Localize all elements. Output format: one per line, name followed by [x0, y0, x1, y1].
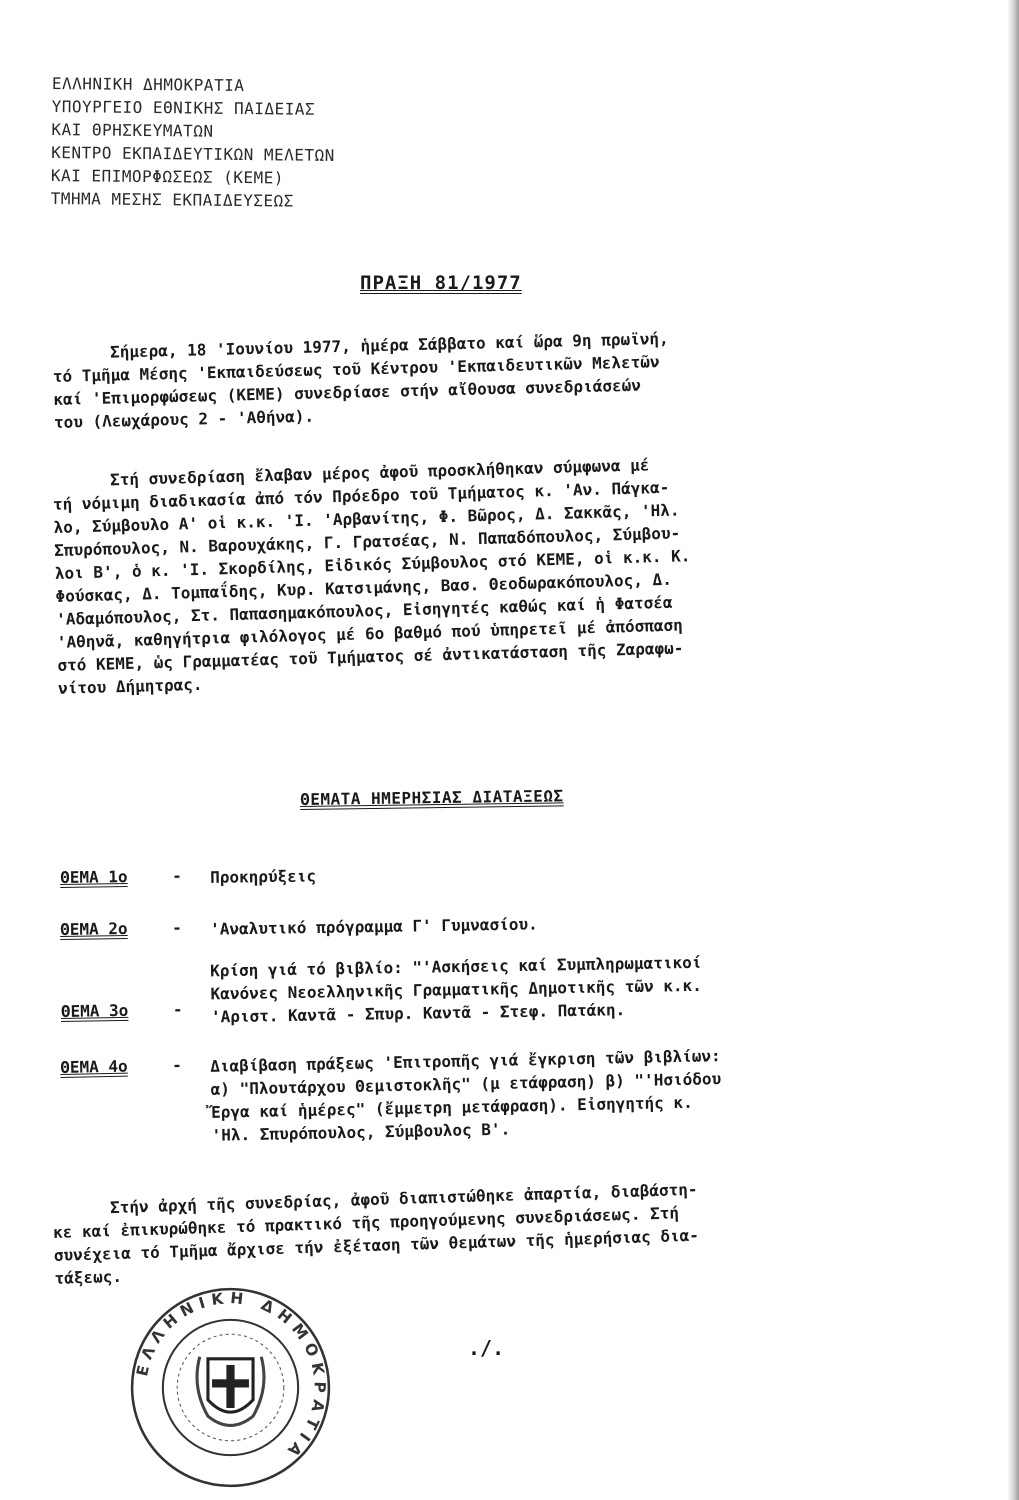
- attendees-paragraph: Στή συνεδρίαση ἔλαβαν μέρος ἀφοῦ προσκλήθηκαν σύμφωνα μέ τή νόμιμη διαδικασία ἀπό τόν Πρόεδρο τοῦ Τμήματος κ. 'Αν. Πάγκα- λο, Σύμβουλο Α' οἱ κ.κ. 'Ι. 'Αρβανίτης, Φ. Βῶρος, Δ. Σακκᾶς, 'Ηλ. Σπυρόπουλος, Ν. Βαρουχάκης, Γ. Γρατσέας, Ν. Παπαδόπουλος, Σύμβου- λοι Β', ὁ κ. 'Ι. Σκορδίλης, Εἰδικός Σύμβουλος στό ΚΕΜΕ, οἱ κ.κ. Κ. Φούσκας, Δ. Τομπαΐδης, Κυρ. Κατσιμάνης, Βασ. Θεοδωρακόπουλος, Δ. 'Αδαμόπουλος, Στ. Παπασημακόπουλος, Εἰσηγητές καθώς καί ἡ Φατσέα 'Αθηνᾶ, καθηγήτρια φιλόλογος μέ 6ο βαθμό πού ὑπηρετεῖ μέ ἀπόσπαση στό ΚΕΜΕ, ὡς Γραμματέας τοῦ Τμήματος σέ ἀντικατάσταση τῆς Ζαραφω- νίτου Δήμητρας.: [52, 455, 691, 698]
- letterhead-line: ΚΕΝΤΡΟ ΕΚΠΑΙΔΕΥΤΙΚΩΝ ΜΕΛΕΤΩΝ: [51, 142, 335, 165]
- agenda-item-text: Προκηρύξεις: [210, 866, 317, 887]
- agenda-item-dash: -: [171, 1055, 183, 1075]
- session-start-paragraph: Στήν ἀρχή τῆς συνεδρίας, ἀφοῦ διαπιστώθηκε ἀπαρτία, διαβάστη- κε καί ἐπικυρώθηκε τό πρακτικό τῆς προηγούμενης συνεδριάσεως. Στή συνέχεια τό Τμῆμα ἄρχισε τήν ἐξέταση τῶν θεμάτων τῆς ἡμερήσιας δια- τάξεως.: [52, 1179, 700, 1288]
- official-seal: [128, 1285, 333, 1490]
- continuation-mark: ./.: [468, 1336, 505, 1360]
- agenda-item: [60, 912, 538, 942]
- letterhead-line: ΕΛΛΗΝΙΚΗ ΔΗΜΟΚΡΑΤΙΑ: [51, 73, 245, 96]
- agenda-item: [60, 951, 702, 1031]
- page-edge-shadow: [1007, 0, 1019, 1500]
- agenda-item-dash: -: [171, 866, 182, 886]
- agenda-item-label: ΘΕΜΑ 1ο: [60, 867, 128, 887]
- letterhead: [51, 72, 336, 213]
- agenda-item-label: ΘΕΜΑ 2ο: [60, 918, 128, 939]
- agenda-item-text: Διαβίβαση πράξεως 'Επιτροπῆς γιά ἔγκριση τῶν βιβλίων: α) "Πλουτάρχου Θεμιστοκλῆς" (μ ετάφραση) β) "'Ησιόδου Ἔργα καί ἡμέρες" (ἔμμετρη μετάφραση). Εἰσηγητής κ. 'Ηλ. Σπυρόπουλος, Σύμβουλος Β'.: [210, 1046, 722, 1145]
- agenda-item: [60, 1044, 722, 1150]
- agenda-item-dash: -: [171, 918, 182, 938]
- coat-of-arms-icon: [197, 1357, 264, 1426]
- opening-paragraph: Σήμερα, 18 'Ιουνίου 1977, ἡμέρα Σάββατο καί ὥρα 9η πρωϊνή, τό Τμῆμα Μέσης 'Εκπαιδεύσεως τοῦ Κέντρου 'Εκπαιδευτικῶν Μελετῶν καί 'Επιμορφώσεως (ΚΕΜΕ) συνεδρίασε στήν αἴθουσα συνεδριάσεών του (Λεωχάρους 2 - 'Αθήνα).: [52, 328, 669, 432]
- agenda-item: [60, 864, 316, 891]
- letterhead-line: ΚΑΙ ΘΡΗΣΚΕΥΜΑΤΩΝ: [51, 119, 214, 141]
- agenda-heading: ΘΕΜΑΤΑ ΗΜΕΡΗΣΙΑΣ ΔΙΑΤΑΞΕΩΣ: [300, 786, 564, 809]
- agenda-item-text: Κρίση γιά τό βιβλίο: "'Ασκήσεις καί Συμπληρωματικοί Κανόνες Νεοελληνικῆς Γραμματικῆς Δημοτικῆς τῶν κ.κ. 'Αριστ. Καντᾶ - Σπυρ. Καντᾶ - Στεφ. Πατάκη.: [210, 952, 702, 1027]
- document-title: ΠΡΑΞΗ 81/1977: [360, 272, 522, 294]
- letterhead-line: ΤΜΗΜΑ ΜΕΣΗΣ ΕΚΠΑΙΔΕΥΣΕΩΣ: [50, 188, 294, 211]
- agenda-item-label: ΘΕΜΑ 3ο: [60, 1000, 129, 1021]
- agenda-item-text: 'Αναλυτικό πρόγραμμα Γ' Γυμνασίου.: [210, 914, 538, 939]
- seal-text: ΕΛΛΗΝΙΚΗ ΔΗΜΟΚΡΑΤΙΑ: [133, 1288, 329, 1464]
- agenda-item-dash: -: [172, 999, 183, 1020]
- letterhead-line: ΥΠΟΥΡΓΕΙΟ ΕΘΝΙΚΗΣ ΠΑΙΔΕΙΑΣ: [51, 96, 316, 119]
- letterhead-line: ΚΑΙ ΕΠΙΜΟΡΦΩΣΕΩΣ (ΚΕΜΕ): [50, 165, 285, 188]
- agenda-item-label: ΘΕΜΑ 4ο: [60, 1056, 128, 1077]
